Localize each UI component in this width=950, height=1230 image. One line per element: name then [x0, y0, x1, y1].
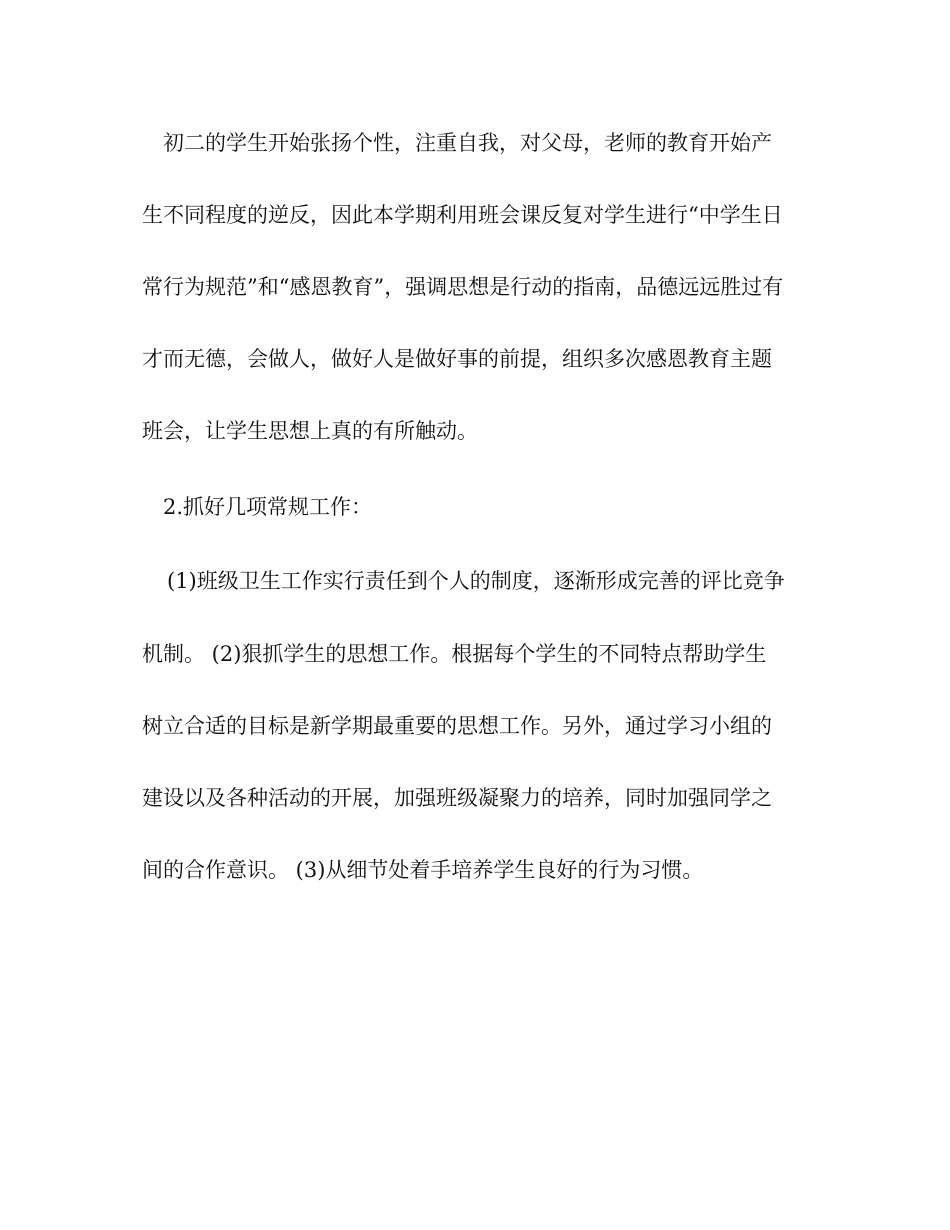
paragraph-line: 才而无德，会做人，做好人是做好事的前提，组织多次感恩教育主题 — [142, 347, 772, 371]
paragraph-line: 常行为规范”和“感恩教育”，强调思想是行动的指南，品德远远胜过有 — [142, 275, 784, 299]
paragraph-line: 班会，让学生思想上真的有所触动。 — [142, 419, 478, 443]
paragraph-line: 树立合适的目标是新学期最重要的思想工作。另外，通过学习小组的 — [142, 714, 772, 738]
paragraph-line: 初二的学生开始张扬个性，注重自我，对父母，老师的教育开始产 — [163, 131, 772, 155]
paragraph-line: (1)班级卫生工作实行责任到个人的制度，逐渐形成完善的评比竞争 — [167, 569, 785, 593]
section-heading: 2.抓好几项常规工作： — [163, 495, 373, 519]
paragraph-line: 建设以及各种活动的开展，加强班级凝聚力的培养，同时加强同学之 — [142, 786, 772, 810]
paragraph-line: 生不同程度的逆反，因此本学期利用班会课反复对学生进行“中学生日 — [142, 203, 783, 227]
paragraph-line: 机制。 (2)狠抓学生的思想工作。根据每个学生的不同特点帮助学生 — [142, 642, 767, 666]
paragraph-line: 间的合作意识。 (3)从细节处着手培养学生良好的行为习惯。 — [142, 858, 704, 882]
